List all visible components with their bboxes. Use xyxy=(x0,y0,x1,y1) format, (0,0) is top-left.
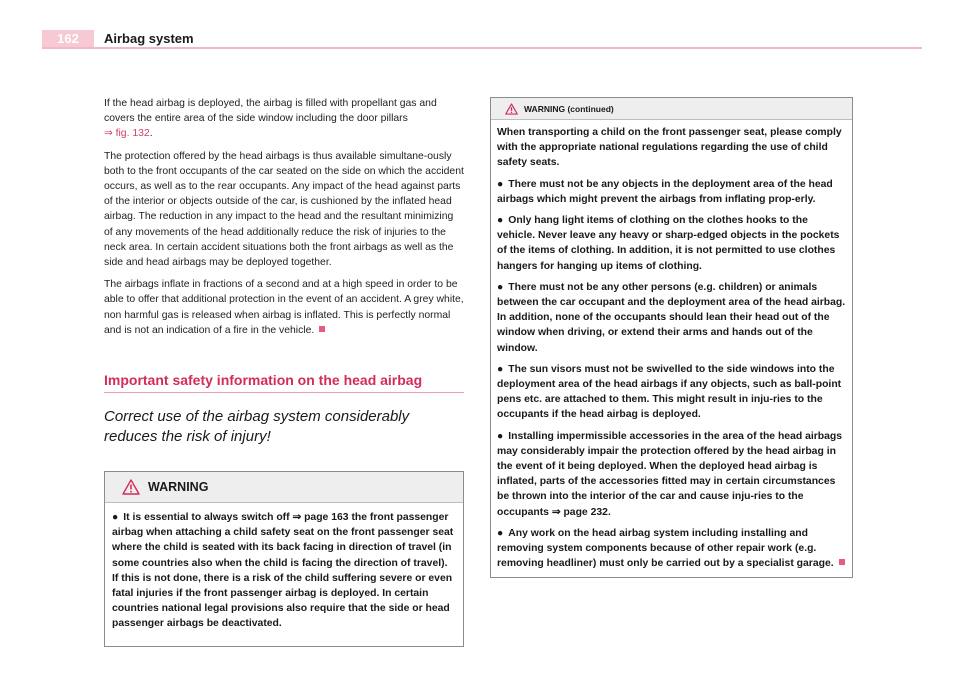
warning-intro: When transporting a child on the front passenger seat, please comply with the appropriate national regulations regarding the use of child safety seats. xyxy=(497,127,842,169)
paragraph-inflation: The airbags inflate in fractions of a second and at a high speed in order to be able to offer that additional protection in the event of an accident. A grey white, non harmful gas is released when airbag is inflated. This is perfectly normal and is not an indication of a fire in the vehicle. xyxy=(104,279,464,336)
section-end-icon xyxy=(319,326,325,332)
section-intro: Correct use of the airbag system considerably reduces the risk of injury! xyxy=(104,408,410,446)
warning-item: ● It is essential to always switch off ⇒ page 163 the front passenger airbag when attaching a child safety seat on the front passenger seat where the child is seated with its back facing in direction of travel (in some countries also when the child is facing the direction of travel). If this is not done, there is a risk of the child suffering severe or even fatal injuries if the front passenger airbag is deployed. In certain countries national legal provisions also require that the side or head passenger airbags be deactivated. xyxy=(112,512,454,630)
bullet-icon: ● xyxy=(497,363,504,375)
page-reference-link[interactable]: ⇒ page 163 xyxy=(292,512,349,524)
warning-title: WARNING xyxy=(148,480,209,495)
bullet-icon: ● xyxy=(497,430,504,442)
warning-item: ● Only hang light items of clothing on the clothes hooks to the vehicle. Never leave any heavy or sharp-edged objects in the pockets of the items of clothing. In addition, it is not permitted to use clothes hangers for hanging up items of clothing. xyxy=(497,215,840,272)
warning-continued-header xyxy=(491,98,852,120)
page-number: 162 xyxy=(42,30,94,48)
warning-item: ● There must not be any objects in the deployment area of the head airbags which might prevent the airbags from inflating prop-erly. xyxy=(497,178,833,205)
bullet-icon: ● xyxy=(497,178,504,190)
warning-header xyxy=(105,472,463,503)
page-reference-link[interactable]: ⇒ page 232 xyxy=(551,506,608,518)
bullet-icon: ● xyxy=(497,281,504,293)
warning-item: ● Any work on the head airbag system including installing and removing system components because of other repair work (e.g. removing headliner) must only be carried out by a specialist garage. xyxy=(497,526,846,572)
warning-item: ● There must not be any other persons (e.g. children) or animals between the car occupant and the deployment area of the head airbag. In addition, none of the occupants should lean their head out of the window when driving, or extend their arms and hands out of the window. xyxy=(497,281,846,354)
figure-link[interactable]: ⇒ fig. 132 xyxy=(104,128,150,140)
left-column xyxy=(104,96,464,647)
right-column xyxy=(490,97,853,578)
warning-continued-box xyxy=(490,97,853,578)
warning-item: ● Installing impermissible accessories in the area of the head airbags may considerably impair the protection offered by the head airbag in the event of it being deployed. When the deployed head airbag is inflated, parts of the accessories fitted may in certain circumstances be thrown into the interior of the car and cause inju-ries to the occupants ⇒ page 232. xyxy=(497,430,843,518)
warning-box xyxy=(104,471,464,647)
bullet-icon: ● xyxy=(112,512,119,524)
warning-triangle-icon xyxy=(505,103,518,115)
warning-triangle-icon xyxy=(122,479,140,495)
warning-item: ● The sun visors must not be swivelled to the side windows into the deployment area of the head airbags if any objects, such as ball-point pens etc. are attached to them. This might result in inju-ries to the occupants if the head airbag is deployed. xyxy=(497,363,842,421)
paragraph-protection: The protection offered by the head airbags is thus available simultane-ously both to the front occupants of the car seated on the side on which the accident occurs, as well as to the rear occupants. Any impact of the head against parts of the interior or objects outside of the car, is cushioned by the inflated head airbag. The reduction in any impact to the head and the resultant minimizing of any movements of the head additionally reduce the risk of injuries to the neck area. In certain accident situations both the front airbags as well as the side and head airbags may be deployed together. xyxy=(104,150,464,269)
section-end-icon xyxy=(839,559,845,565)
chapter-title: Airbag system xyxy=(104,31,194,46)
warning-continued-body xyxy=(491,120,852,577)
bullet-icon: ● xyxy=(497,527,504,539)
bullet-icon: ● xyxy=(497,215,504,227)
warning-body xyxy=(105,503,463,646)
paragraph-deployment: If the head airbag is deployed, the airbag is filled with propellant gas and covers the entire area of the side window including the door pillars ⇒ fig. 132. xyxy=(104,98,437,140)
warning-continued-title: WARNING (continued) xyxy=(524,103,614,114)
header-divider xyxy=(42,47,922,49)
section-heading: Important safety information on the head airbag xyxy=(104,372,464,393)
